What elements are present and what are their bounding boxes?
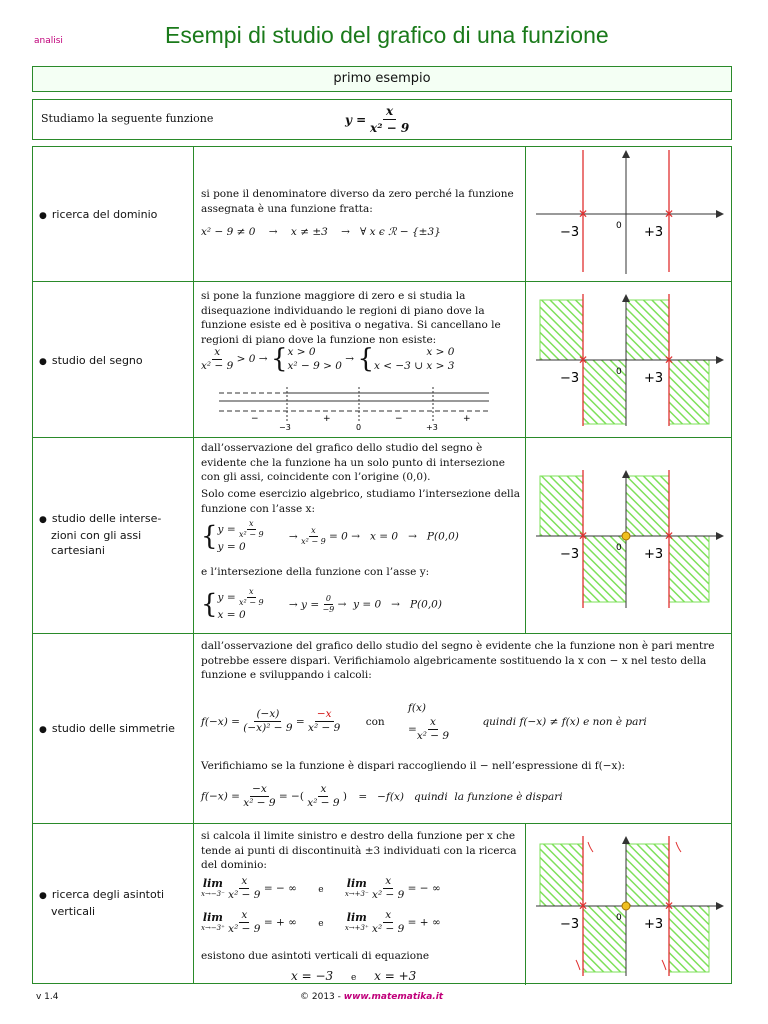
sign-text: si pone la funzione maggiore di zero e si studia la disequazione individuando le regioni di piano dove la funzione esiste ed è positiva o negativa. Si cancellano le regioni di piano dove la funzione non esiste:: [201, 290, 501, 346]
sign-number-line: [219, 387, 499, 431]
svg-text:✕: ✕: [664, 207, 675, 221]
intersections-text-3: e l’intersezione della funzione con l’asse y:: [201, 566, 430, 578]
svg-text:✕: ✕: [664, 353, 675, 367]
function-formula: y = $\frac{x}{\text{x² − 9}}$: [345, 104, 410, 135]
tick-plus3: +3: [426, 423, 438, 431]
graph-sign-label-right: +3: [644, 371, 664, 386]
graph-sign: [526, 294, 730, 428]
function-label: Studiamo la seguente funzione: [41, 112, 214, 125]
graph-domain-label-left: −3: [560, 225, 580, 240]
tick-zero: 0: [356, 423, 362, 431]
sign-plus-2: +: [463, 414, 471, 424]
svg-text:✕: ✕: [578, 899, 589, 913]
symmetry-formula-1: f(−x) = $\frac{(-x)}{\text{(−x)² − 9}}$ = $\frac{-x}{\text{x² − 9}}$ con f(x) = $\frac{x}{\text{x² − 9}}$ quindi f(−x) ≠ f(x) e non è pari: [201, 702, 647, 742]
row-label-sign: ● studio del segno: [39, 354, 143, 367]
row-label-asymptotes: ● ricerca degli asintoti verticali: [39, 888, 165, 918]
symmetry-text-2: Verifichiamo se la funzione è dispari raccogliendo il − nell’espressione di f(−x):: [201, 760, 626, 772]
graph-asy-label-left: −3: [560, 917, 580, 932]
sign-plus-1: +: [323, 414, 331, 424]
limits-row-1: lim x→−3⁻ $\frac{x}{\text{x² − 9}}$ = − ∞ e lim x→+3⁻ $\frac{x}{\text{x² − 9}}$ = − ∞: [201, 875, 441, 901]
sign-formula: $\frac{x}{\text{x² − 9}}$ > 0 → { x > 0 x² − 9 > 0 → { x > 0 x < −3 ∪ x > 3: [201, 344, 455, 374]
tick-minus3: −3: [279, 423, 291, 431]
intersections-x-system: { y = $\frac{x}{\text{x² − 9}}$ y = 0 → $\frac{x}{\text{x² − 9}}$ = 0 → x = 0 → P(0,0): [201, 519, 459, 553]
graph-intersections: [526, 470, 730, 610]
graph-int-label-origin: 0: [616, 543, 622, 553]
domain-text: si pone il denominatore diverso da zero perché la funzione assegnata è una funzione fratta:: [201, 188, 514, 215]
asymptotes-text-1: si calcola il limite sinistro e destro della funzione per x che tende ai punti di discontinuità ±3 individuati con la ricerca del dominio:: [201, 830, 517, 871]
intersections-y-system: { y = $\frac{x}{\text{x² − 9}}$ x = 0 → y = $\frac{0}{-9}$ → y = 0 → P(0,0): [201, 587, 442, 621]
asymptote-equations: x = −3 e x = +3: [291, 969, 417, 983]
site-link[interactable]: www.matematika.it: [343, 992, 444, 1002]
row-label-intersections: ● studio delle interse- zioni con gli assi cartesiani: [39, 512, 162, 557]
graph-int-label-right: +3: [644, 547, 664, 562]
svg-text:✕: ✕: [578, 353, 589, 367]
graph-asy-label-right: +3: [644, 917, 664, 932]
intersections-text-2: Solo come esercizio algebrico, studiamo l’intersezione della funzione con l’asse x:: [201, 488, 521, 515]
graph-domain-label-right: +3: [644, 225, 664, 240]
domain-formula: x² − 9 ≠ 0 → x ≠ ±3 → ∀ x ϵ ℛ − {±3}: [201, 226, 441, 238]
svg-text:✕: ✕: [578, 207, 589, 221]
limits-row-2: lim x→−3⁺ $\frac{x}{\text{x² − 9}}$ = + ∞ e lim x→+3⁺ $\frac{x}{\text{x² − 9}}$ = + ∞: [201, 909, 441, 935]
symmetry-text-1: dall’osservazione del grafico dello studio del segno è evidente che la funzione non è pari mentre potrebbe essere dispari. Verifichiamolo algebricamente sostituendo la x con − x nel testo della funzione e sviluppando i calcoli:: [201, 640, 715, 681]
function-row: [32, 99, 732, 140]
graph-domain-label-origin: 0: [616, 221, 622, 231]
row-label-symmetry: ● studio delle simmetrie: [39, 722, 175, 735]
section-tag: analisi: [34, 36, 63, 46]
row-label-domain: ● ricerca del dominio: [39, 208, 158, 221]
intersections-text-1: dall’osservazione del grafico dello studio del segno è evidente che la funzione ha un solo punto di intersezione con gli assi, coincidente con l’origine (0,0).: [201, 442, 505, 483]
page-title: Esempi di studio del grafico di una funzione: [165, 22, 609, 48]
asymptotes-text-2: esistono due asintoti verticali di equazione: [201, 950, 430, 962]
graph-sign-label-left: −3: [560, 371, 580, 386]
version-label: v 1.4: [36, 992, 59, 1002]
sign-minus-2: −: [395, 414, 403, 424]
symmetry-formula-2: f(−x) = $\frac{-x}{\text{x² − 9}}$ = −( $\frac{x}{\text{x² − 9}}$ ) = −f(x) quindi la funzione è dispari: [201, 783, 563, 809]
graph-asy-label-origin: 0: [616, 913, 622, 923]
sign-minus-1: −: [251, 414, 259, 424]
copyright: © 2013 - www.matematika.it: [300, 992, 444, 1002]
graph-domain: [526, 148, 730, 280]
graph-asymptotes: [526, 836, 730, 978]
graph-int-label-left: −3: [560, 547, 580, 562]
example-subtitle: primo esempio: [32, 66, 732, 92]
svg-text:✕: ✕: [578, 529, 589, 543]
svg-text:✕: ✕: [664, 899, 675, 913]
graph-sign-label-origin: 0: [616, 367, 622, 377]
svg-text:✕: ✕: [664, 529, 675, 543]
